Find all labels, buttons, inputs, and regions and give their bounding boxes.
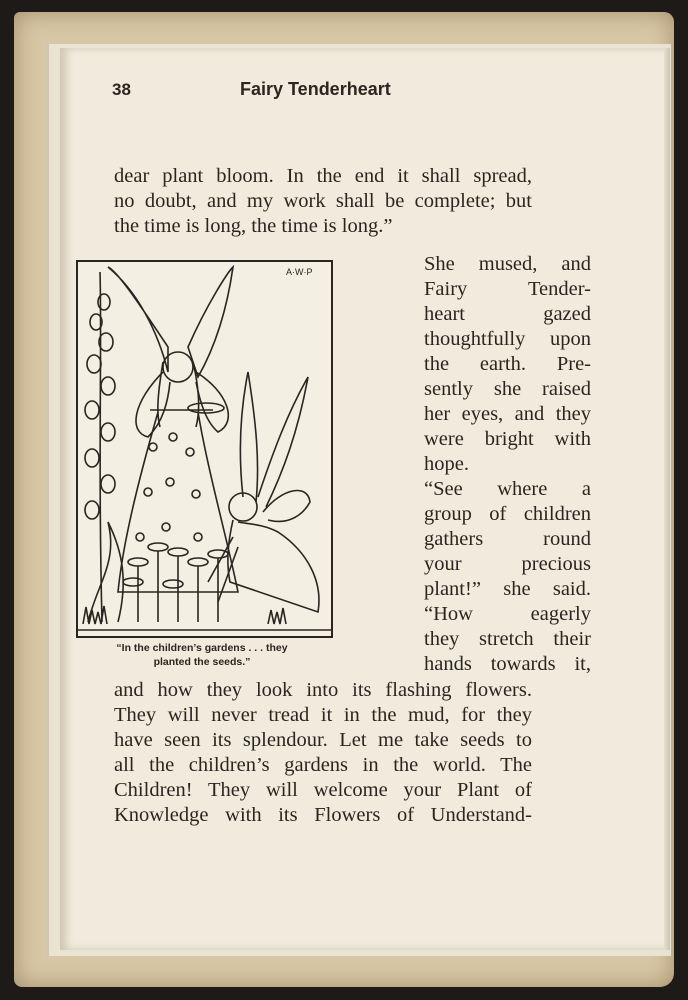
text-line: “How eagerly — [424, 603, 591, 625]
side-column — [424, 252, 591, 677]
text-line: group of children — [424, 503, 591, 525]
text-line: have seen its splendour. Let me take seeds to — [114, 729, 532, 751]
artist-monogram: A·W·P — [286, 267, 313, 277]
text-line: they stretch their — [424, 628, 591, 650]
text-line: Fairy Tender- — [424, 278, 591, 300]
caption-line: planted the seeds.” — [153, 656, 251, 668]
text-line: dear plant bloom. In the end it shall spread, — [114, 165, 532, 187]
text-line: your precious — [424, 553, 591, 575]
text-line: gathers round — [424, 528, 591, 550]
caption-line: “In the children’s gardens . . . they — [116, 642, 288, 654]
text-line: and how they look into its flashing flowers. — [114, 679, 532, 701]
page-gutter — [664, 48, 670, 950]
text-line: her eyes, and they — [424, 403, 591, 425]
bottom-paragraph — [114, 678, 532, 828]
running-title: Fairy Tenderheart — [240, 79, 391, 99]
top-paragraph — [114, 164, 532, 239]
text-line: She mused, and — [424, 253, 591, 275]
text-line: were bright with — [424, 428, 591, 450]
page-number: 38 — [112, 80, 131, 99]
book-page — [60, 48, 670, 950]
text-line: sently she raised — [424, 378, 591, 400]
fairy-illustration — [78, 262, 331, 636]
text-line: heart gazed — [424, 303, 591, 325]
text-line: no doubt, and my work shall be complete; but — [114, 190, 532, 212]
text-line: plant!” she said. — [424, 578, 591, 600]
text-line: hands towards it, — [424, 653, 591, 675]
text-line: the earth. Pre- — [424, 353, 591, 375]
text-line: the time is long, the time is long.” — [114, 215, 393, 237]
text-line: Knowledge with its Flowers of Understand- — [114, 804, 532, 826]
text-line: “See where a — [424, 478, 591, 500]
text-line: all the children’s gardens in the world. The — [114, 754, 532, 776]
illustration — [76, 260, 333, 638]
text-line: Children! They will welcome your Plant of — [114, 779, 532, 801]
text-line: thoughtfully upon — [424, 328, 591, 350]
illustration-caption — [68, 641, 336, 669]
text-line: hope. — [424, 453, 469, 475]
text-line: They will never tread it in the mud, for they — [114, 704, 532, 726]
